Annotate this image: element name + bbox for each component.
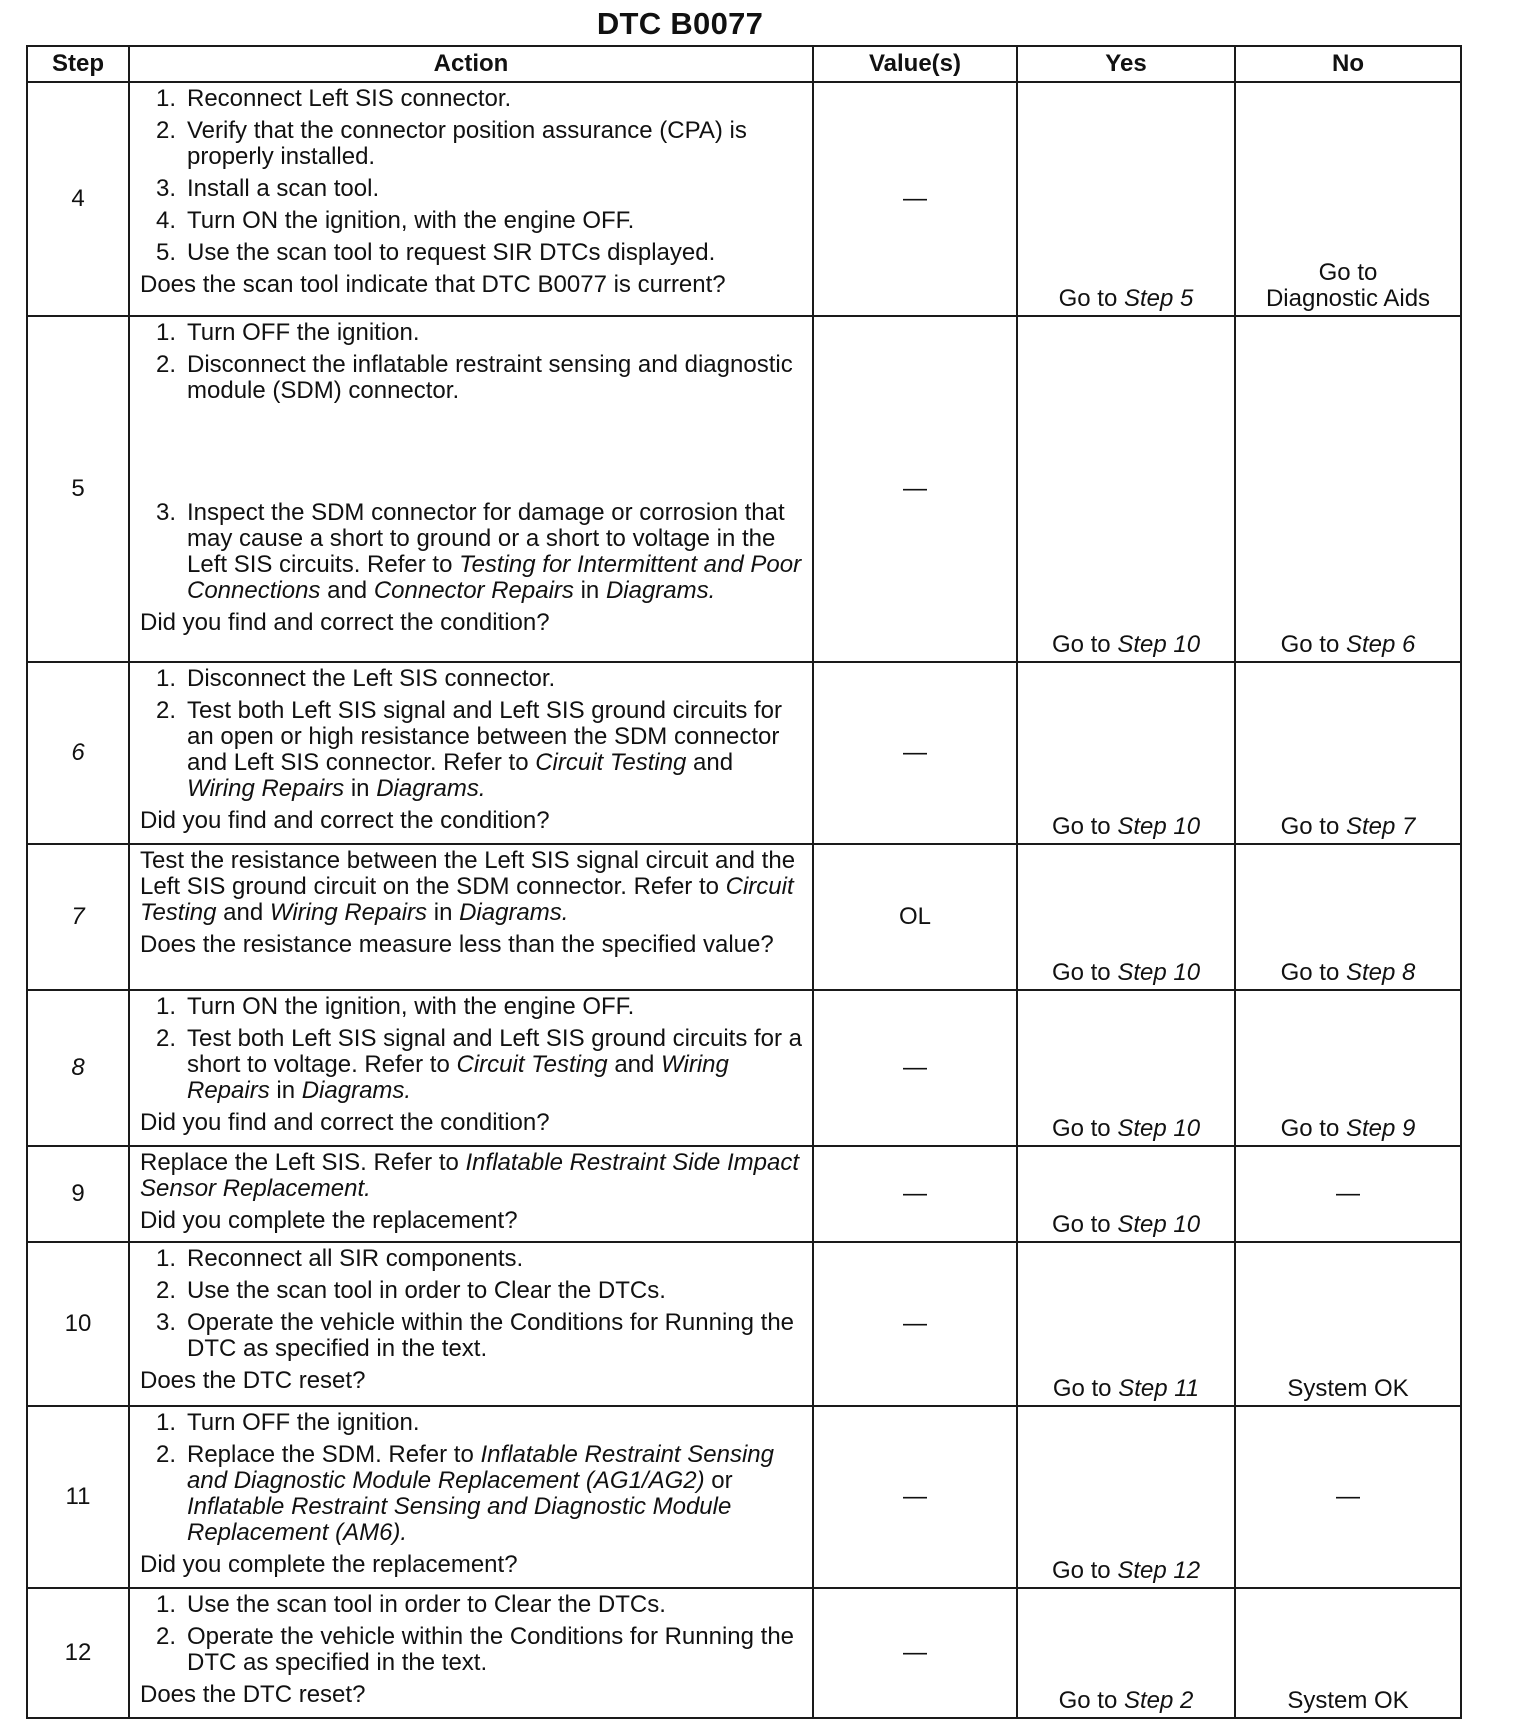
- action-cell: [129, 990, 813, 1146]
- item-text: Disconnect the Left SIS connector.: [187, 665, 556, 692]
- step-question: Did you find and correct the condition?: [140, 807, 550, 834]
- item-text: Use the scan tool in order to Clear the DTCs.: [187, 1591, 666, 1618]
- header-action: Action: [129, 46, 813, 82]
- header-no: No: [1235, 46, 1461, 82]
- item-number: 3.: [155, 499, 176, 526]
- no-cell: [1235, 844, 1461, 990]
- no-cell: System OK: [1235, 1242, 1461, 1406]
- yes-step-ref: Step 10: [1117, 1211, 1201, 1238]
- action-cell: [129, 1588, 813, 1718]
- action-cell: [129, 1242, 813, 1406]
- item-number: 2.: [155, 1623, 176, 1650]
- list-item: [140, 666, 804, 692]
- list-item: [140, 698, 804, 802]
- value-cell: —: [813, 1242, 1017, 1406]
- yes-cell: [1017, 844, 1235, 990]
- item-number: 1.: [155, 1591, 176, 1618]
- yes-cell: [1017, 662, 1235, 844]
- list-item: [140, 352, 804, 404]
- no-cell: [1235, 316, 1461, 662]
- step-number: 11: [27, 1406, 129, 1588]
- yes-cell: [1017, 316, 1235, 662]
- yes-prefix: Go to: [1051, 1115, 1118, 1142]
- step-number: 4: [27, 82, 129, 316]
- table-row: [27, 1406, 1461, 1588]
- item-text: Test both Left SIS signal and Left SIS ground circuits for an open or high resistance between the SDM connector and Left SIS connector. Refer to Circuit Testing and Wiring Repairs in Diagrams.: [187, 697, 782, 802]
- action-cell: [129, 662, 813, 844]
- item-number: 1.: [155, 319, 176, 346]
- no-prefix: Go to: [1280, 1115, 1346, 1142]
- yes-step-ref: Step 5: [1123, 285, 1194, 312]
- item-text: Verify that the connector position assurance (CPA) is properly installed.: [187, 117, 747, 170]
- yes-prefix: Go to: [1051, 813, 1118, 840]
- step-question: Does the DTC reset?: [140, 1367, 366, 1394]
- yes-prefix: Go to: [1051, 1557, 1118, 1584]
- no-cell: Go to Diagnostic Aids: [1235, 82, 1461, 316]
- item-text: Disconnect the inflatable restraint sensing and diagnostic module (SDM) connector.: [187, 351, 793, 404]
- yes-prefix: Go to: [1058, 1687, 1124, 1714]
- list-item: [140, 86, 804, 112]
- step-question: Did you complete the replacement?: [140, 1207, 518, 1234]
- table-row: [27, 82, 1461, 316]
- value-cell: —: [813, 1406, 1017, 1588]
- action-cell: [129, 316, 813, 662]
- yes-cell: [1017, 990, 1235, 1146]
- item-text: Inspect the SDM connector for damage or corrosion that may cause a short to ground or a short to voltage in the Left SIS circuits. Refer to Testing for Intermittent and Poor Connections and Connector Repairs in Diagrams.: [187, 499, 802, 604]
- no-prefix: Go to: [1280, 959, 1346, 986]
- step-question: Does the scan tool indicate that DTC B0077 is current?: [140, 271, 726, 298]
- list-item: [140, 208, 804, 234]
- value-cell: —: [813, 1146, 1017, 1242]
- step-question: Does the DTC reset?: [140, 1681, 366, 1708]
- item-text: Reconnect Left SIS connector.: [187, 85, 512, 112]
- table-row: [27, 662, 1461, 844]
- value-cell: —: [813, 1588, 1017, 1718]
- step-question: Does the resistance measure less than the specified value?: [140, 931, 774, 958]
- step-question: Did you find and correct the condition?: [140, 1109, 550, 1136]
- no-step-ref: Step 7: [1345, 813, 1416, 840]
- yes-cell: [1017, 1146, 1235, 1242]
- action-cell: [129, 82, 813, 316]
- yes-prefix: Go to: [1058, 285, 1124, 312]
- step-question: Did you find and correct the condition?: [140, 609, 550, 636]
- list-item: [140, 500, 804, 604]
- yes-step-ref: Step 12: [1117, 1557, 1201, 1584]
- yes-step-ref: Step 2: [1123, 1687, 1194, 1714]
- no-step-ref: Step 8: [1345, 959, 1416, 986]
- list-item: [140, 118, 804, 170]
- yes-cell: [1017, 82, 1235, 316]
- item-text: Reconnect all SIR components.: [187, 1245, 524, 1272]
- value-cell: —: [813, 82, 1017, 316]
- item-text: Test both Left SIS signal and Left SIS ground circuits for a short to voltage. Refer to Circuit Testing and Wiring Repairs in Diagrams.: [187, 1025, 803, 1104]
- header-row: [27, 46, 1461, 82]
- yes-step-ref: Step 10: [1117, 813, 1201, 840]
- no-cell: —: [1235, 1146, 1461, 1242]
- item-number: 1.: [155, 665, 176, 692]
- list-item: [140, 994, 804, 1020]
- item-text: Use the scan tool in order to Clear the DTCs.: [187, 1277, 666, 1304]
- item-number: 3.: [155, 1309, 176, 1336]
- list-item: [140, 1246, 804, 1272]
- item-number: 2.: [155, 117, 176, 144]
- value-cell: —: [813, 662, 1017, 844]
- yes-cell: [1017, 1242, 1235, 1406]
- yes-cell: [1017, 1588, 1235, 1718]
- value-cell: —: [813, 990, 1017, 1146]
- action-paragraph: Test the resistance between the Left SIS signal circuit and the Left SIS ground circuit on the SDM connector. Refer to Circuit Testing and Wiring Repairs in Diagrams.: [140, 847, 796, 926]
- yes-prefix: Go to: [1052, 1375, 1119, 1402]
- action-paragraph: Replace the Left SIS. Refer to Inflatable Restraint Side Impact Sensor Replacement.: [140, 1149, 800, 1202]
- header-values: Value(s): [813, 46, 1017, 82]
- no-step-ref: Step 9: [1345, 1115, 1416, 1142]
- item-number: 2.: [155, 1441, 176, 1468]
- step-number: 6: [27, 662, 129, 844]
- list-item: [140, 1310, 804, 1362]
- header-yes: Yes: [1017, 46, 1235, 82]
- table-row: [27, 844, 1461, 990]
- table-row: [27, 1146, 1461, 1242]
- yes-cell: [1017, 1406, 1235, 1588]
- item-text: Turn OFF the ignition.: [187, 319, 420, 346]
- list-item: [140, 176, 804, 202]
- list-item: [140, 240, 804, 266]
- item-number: 2.: [155, 1025, 176, 1052]
- page-title: DTC B0077: [596, 6, 764, 41]
- step-number: 5: [27, 316, 129, 662]
- item-number: 1.: [155, 1245, 176, 1272]
- action-cell: [129, 844, 813, 990]
- table-row: [27, 316, 1461, 662]
- item-number: 1.: [155, 85, 176, 112]
- item-number: 4.: [155, 207, 176, 234]
- yes-step-ref: Step 11: [1118, 1375, 1200, 1402]
- step-number: 8: [27, 990, 129, 1146]
- no-step-ref: Step 6: [1345, 631, 1416, 658]
- diagnostic-table: [26, 45, 1462, 1719]
- list-item: [140, 1026, 804, 1104]
- item-text: Turn ON the ignition, with the engine OFF.: [187, 207, 635, 234]
- no-cell: System OK: [1235, 1588, 1461, 1718]
- item-text: Install a scan tool.: [187, 175, 380, 202]
- no-cell: —: [1235, 1406, 1461, 1588]
- item-number: 5.: [155, 239, 176, 266]
- item-number: 3.: [155, 175, 176, 202]
- list-item: [140, 1624, 804, 1676]
- value-cell: —: [813, 316, 1017, 662]
- list-item: [140, 1592, 804, 1618]
- table-row: [27, 1588, 1461, 1718]
- item-text: Operate the vehicle within the Conditions for Running the DTC as specified in the text.: [187, 1309, 795, 1362]
- no-prefix: Go to: [1280, 631, 1346, 658]
- item-number: 1.: [155, 1409, 176, 1436]
- item-number: 2.: [155, 1277, 176, 1304]
- step-number: 9: [27, 1146, 129, 1242]
- no-cell: [1235, 662, 1461, 844]
- item-number: 1.: [155, 993, 176, 1020]
- action-cell: [129, 1406, 813, 1588]
- yes-step-ref: Step 10: [1117, 959, 1201, 986]
- table-row: [27, 990, 1461, 1146]
- value-cell: OL: [813, 844, 1017, 990]
- list-item: [140, 1278, 804, 1304]
- yes-step-ref: Step 10: [1117, 1115, 1201, 1142]
- item-text: Operate the vehicle within the Conditions for Running the DTC as specified in the text.: [187, 1623, 795, 1676]
- action-cell: [129, 1146, 813, 1242]
- item-text: Turn ON the ignition, with the engine OFF.: [187, 993, 635, 1020]
- yes-step-ref: Step 10: [1117, 631, 1201, 658]
- list-item: [140, 1410, 804, 1436]
- table-row: [27, 1242, 1461, 1406]
- yes-prefix: Go to: [1051, 959, 1118, 986]
- no-cell: [1235, 990, 1461, 1146]
- list-item: [140, 1442, 804, 1546]
- step-number: 12: [27, 1588, 129, 1718]
- step-question: Did you complete the replacement?: [140, 1551, 518, 1578]
- step-number: 7: [27, 844, 129, 990]
- item-text: Replace the SDM. Refer to Inflatable Restraint Sensing and Diagnostic Module Replacement (AG1/AG2) or Inflatable Restraint Sensing and Diagnostic Module Replacement (AM6).: [187, 1441, 774, 1546]
- step-number: 10: [27, 1242, 129, 1406]
- header-step: Step: [27, 46, 129, 82]
- list-item: [140, 320, 804, 346]
- item-text: Turn OFF the ignition.: [187, 1409, 420, 1436]
- item-number: 2.: [155, 351, 176, 378]
- item-text: Use the scan tool to request SIR DTCs displayed.: [187, 239, 716, 266]
- yes-prefix: Go to: [1051, 1211, 1118, 1238]
- spacer: [140, 410, 804, 500]
- no-prefix: Go to: [1280, 813, 1346, 840]
- yes-prefix: Go to: [1051, 631, 1118, 658]
- item-number: 2.: [155, 697, 176, 724]
